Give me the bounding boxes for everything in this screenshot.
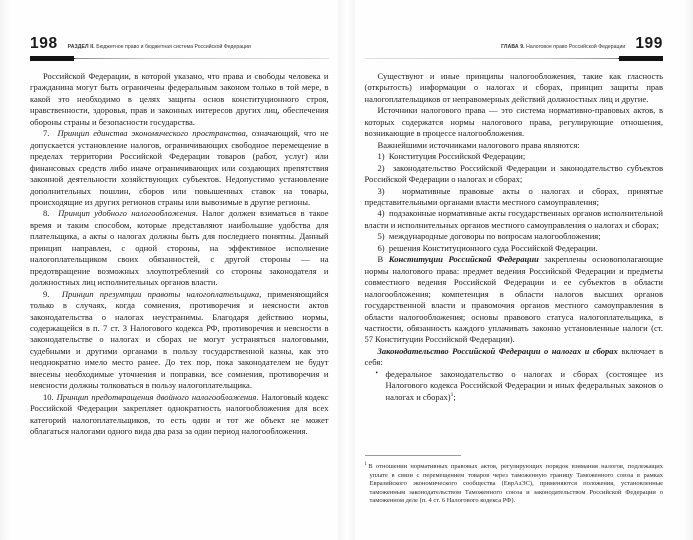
item-number: 3) [377, 185, 385, 196]
paragraph-lead: В [377, 254, 389, 265]
item-number: 10. [43, 391, 54, 402]
body-text-right [365, 71, 664, 403]
footnote-text-wrap [365, 463, 664, 506]
source-item-4 [365, 208, 664, 231]
running-head-prefix-right: ГЛАВА 9. [501, 43, 525, 50]
footnote-reference[interactable]: 1 [450, 391, 454, 398]
body-text-left [30, 71, 329, 438]
paragraph-text: . Налог должен взиматься в такое время и таким способом, которые представляют наибольшие удобства для плательщика, а акты о налогах должны быть для последнего понятны. Данный принцип направлен, с одной стороны, на эффективное исполнение налогоплательщиком своих обязанностей, с другой стороны — на предотвращение возможных злоупотреблений со стороны законодателя и должностных лиц исполнительных органов власти. [30, 208, 329, 288]
item-text: подзаконные нормативные акты государственных органов исполнительной власти и исполнительных органов местного самоуправления о налогах и сборах; [364, 208, 663, 230]
paragraph-text: , означающий, что не допускается установление налогов, ограничивающих свободное перемещение в пределах территории Российской Федерации товаров (работ, услуг) или финансовых средств либо иначе ограничивающих или создающих препятствия законной деятельности хозяйствующих субъектов. Недопустимо установление дополнительных пошлин, сборов или повышенных ставок на товары, происходящие из других регионов страны или вывозимые в другие регионы. [30, 128, 329, 207]
paragraph-text: , применяющийся только в случаях, когда сомнения, противоречия и неясности актов законодательства о налогах неустранимы. Благодаря действию нормы, содержащейся в п. 7 ст. 3 Налогового кодекса РФ, противоречия и неясности в законодательстве о налогах и сборах не могут устраняться налоговыми, судебными и другими органами в пользу государственной казны, как это неоднократно имело место ранее. До тех пор, пока законодателем не будут внесены необходимые уточнения и поправки, все сомнения, противоречия и неясности должны толковаться в пользу налогоплательщика. [30, 288, 329, 391]
item-number: 4) [377, 208, 385, 219]
item-text: решения Конституционного суда Российской Федерации. [388, 242, 598, 253]
footnote-separator [365, 455, 461, 456]
item-number: 7. [43, 128, 50, 139]
item-number: 9. [43, 288, 50, 299]
source-item-5 [365, 231, 664, 242]
paragraph-principle-8 [30, 208, 329, 288]
paragraph-principle-9 [30, 289, 329, 392]
paragraph: Российской Федерации, в которой указано, что права и свободы человека и гражданина могут быть ограничены федеральным законом только в той мере, в какой это необходимо в целях защиты основ конституционного строя, нравственности, здоровья, прав и законных интересов других лиц, обеспечения обороны страны и безопасности государства. [30, 71, 329, 127]
paragraph-text: . Налоговый кодекс Российской Федерации закрепляет однократность налогообложения для всех категорий налогоплательщиков, то есть один и тот же объект не может облагаться налогами одного вида два раза за один период налогообложения. [30, 391, 329, 437]
emphasis-constitution: Конституции Российской Федерации [388, 254, 539, 265]
run-in-heading: Принцип презумпции правоты налогоплательщика [61, 288, 260, 299]
footnote-text: В отношении нормативных правовых актов, регулирующих порядок взимания налогов, подлежащих уплате в связи с перемещением товаров через таможенную границу Таможенного союза в рамках Евразийского экономического сообщества (ЕврАзЭС), применяются положения, установленные таможенным законодательством Таможенного союза и законодательством Российской Федерации о таможенном деле (п. 4 ст. 6 Налогового кодекса РФ). [368, 463, 663, 505]
page-right [347, 0, 693, 540]
bullet-tail: ; [453, 391, 456, 402]
paragraph: Существуют и иные принципы налогообложения, такие как гласность (открытость) информации о налогах и сборах, принцип защиты прав налогоплательщиков от неправомерных действий должностных лиц и другие. [364, 71, 663, 104]
running-head-title-right [501, 44, 625, 54]
paragraph-legislation [365, 346, 664, 369]
item-number: 2) [377, 162, 385, 173]
paragraph-principle-10 [30, 392, 329, 438]
item-number: 8. [43, 208, 50, 219]
item-number: 6) [377, 242, 385, 253]
source-item-3 [365, 186, 664, 209]
page-number-right: 199 [635, 34, 663, 52]
run-in-heading: Принцип удобного налогообложения [58, 208, 196, 219]
paragraph-text: включает в себя: [364, 345, 663, 368]
paragraph: Важнейшими источниками налогового права являются: [377, 139, 580, 150]
running-head-left [30, 28, 329, 54]
item-number: 1) [377, 151, 385, 162]
list-item [365, 369, 664, 403]
item-number: 5) [377, 231, 385, 242]
run-in-heading: Принцип единства экономического пространства [57, 128, 246, 139]
run-in-heading: Принцип предотвращения двойного налогообложения [56, 391, 257, 402]
paragraph: Источники налогового права — это система нормативно-правовых актов, в которых содержатся нормы налогового права, регулирующие отношения, возникающие в процессе налогообложения. [364, 105, 663, 139]
item-text: международные договоры по вопросам налогообложения; [388, 231, 601, 242]
source-item-1 [365, 151, 664, 162]
footnote-marker: 1 [364, 461, 367, 467]
running-head-prefix-left: РАЗДЕЛ II. [67, 43, 95, 50]
paragraph-constitution [365, 254, 664, 346]
header-rule-right [365, 56, 664, 62]
footnote-block [365, 463, 664, 506]
bullet-text: федеральное законодательство о налогах и сборах (состоящее из Налогового кодекса Российской Федерации и иных федеральных законов о налогах и сборах) [385, 368, 663, 402]
paragraph-text: закреплены основополагающие нормы налогового права: предмет ведения Российской Федерации и предметы совместного ведения Российской Федерации и ее субъектов в области налогообложения; компетенция в области налогов высших органов государственной власти и правомочия органов местного самоуправления в области налогообложения; основы правового статуса налогоплательщика, в частности, обязанность каждого уплачивать законно установленные налоги (ст. 57 Конституции Российской Федерации). [364, 254, 663, 345]
header-rule-left [30, 56, 329, 62]
paragraph-principle-7 [30, 128, 329, 208]
emphasis-legislation: Законодательство Российской Федерации о налогах и сборах [377, 345, 618, 356]
running-head-subtitle-left: Бюджетное право и бюджетная система Российской Федерации [94, 43, 251, 50]
item-text: законодательство Российской Федерации и законодательство субъектов Российской Федерации о налогах и сборах; [364, 162, 663, 185]
legislation-bullet-list [365, 369, 664, 403]
footnote-area [365, 455, 664, 506]
item-text: нормативные правовые акты о налогах и сборах, принятые представительными органами власти местного самоуправления; [364, 185, 663, 207]
running-head-right [365, 28, 664, 54]
item-text: Конституция Российской Федерации; [388, 151, 526, 162]
source-item-2 [365, 163, 664, 186]
page-number-left: 198 [30, 34, 58, 52]
running-head-title-left [68, 44, 251, 54]
source-item-6 [365, 243, 664, 254]
running-head-subtitle-right: Налоговое право Российской Федерации [524, 43, 626, 50]
